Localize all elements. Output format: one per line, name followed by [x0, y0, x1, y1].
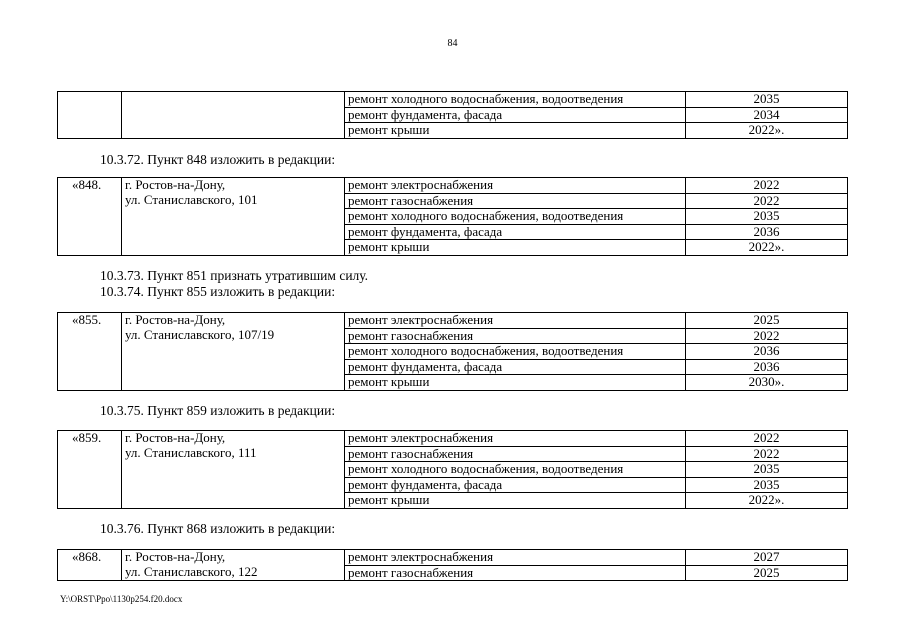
repair-schedule-table	[57, 430, 848, 509]
address-cell	[122, 92, 345, 139]
item-number	[58, 92, 122, 139]
table-row	[58, 92, 848, 108]
address-line: г. Ростов-на-Дону,	[125, 549, 226, 564]
planned-year: 2022	[686, 178, 848, 194]
address-cell	[122, 550, 345, 581]
work-type: ремонт крыши	[345, 375, 686, 391]
work-type: ремонт газоснабжения	[345, 193, 686, 209]
work-type: ремонт крыши	[345, 240, 686, 256]
address-line: г. Ростов-на-Дону,	[125, 430, 226, 445]
item-number: «855.	[58, 313, 122, 391]
repair-schedule-table	[57, 312, 848, 391]
work-type: ремонт фундамента, фасада	[345, 359, 686, 375]
work-type: ремонт газоснабжения	[345, 446, 686, 462]
footer-file-path: Y:\ORST\Ppo\1130p254.f20.docx	[60, 594, 183, 604]
item-number: «848.	[58, 178, 122, 256]
work-type: ремонт электроснабжения	[345, 431, 686, 447]
work-type: ремонт крыши	[345, 123, 686, 139]
planned-year: 2022	[686, 193, 848, 209]
amendment-paragraph: 10.3.75. Пункт 859 изложить в редакции:	[100, 403, 336, 418]
repair-schedule-table	[57, 91, 848, 139]
work-type: ремонт фундамента, фасада	[345, 107, 686, 123]
amendment-paragraph: 10.3.76. Пункт 868 изложить в редакции:	[100, 521, 336, 536]
work-type: ремонт электроснабжения	[345, 313, 686, 329]
planned-year: 2022».	[686, 123, 848, 139]
amendment-paragraph: 10.3.74. Пункт 855 изложить в редакции:	[100, 284, 336, 299]
item-number: «868.	[58, 550, 122, 581]
work-type: ремонт газоснабжения	[345, 328, 686, 344]
work-type: ремонт холодного водоснабжения, водоотведения	[345, 344, 686, 360]
planned-year: 2036	[686, 359, 848, 375]
table-row	[58, 550, 848, 566]
work-type: ремонт холодного водоснабжения, водоотведения	[345, 209, 686, 225]
address-cell	[122, 178, 345, 256]
item-number: «859.	[58, 431, 122, 509]
address-line: г. Ростов-на-Дону,	[125, 177, 226, 192]
amendment-paragraph: 10.3.73. Пункт 851 признать утратившим силу.	[100, 268, 369, 283]
work-type: ремонт холодного водоснабжения, водоотведения	[345, 462, 686, 478]
address-line: ул. Станиславского, 111	[125, 444, 257, 460]
amendment-paragraph: 10.3.72. Пункт 848 изложить в редакции:	[100, 152, 336, 167]
address-line: ул. Станиславского, 107/19	[125, 326, 275, 342]
planned-year: 2027	[686, 550, 848, 566]
work-type: ремонт холодного водоснабжения, водоотведения	[345, 92, 686, 108]
address-cell	[122, 313, 345, 391]
planned-year: 2036	[686, 344, 848, 360]
address-cell	[122, 431, 345, 509]
work-type: ремонт газоснабжения	[345, 565, 686, 581]
repair-schedule-table	[57, 177, 848, 256]
planned-year: 2022	[686, 446, 848, 462]
work-type: ремонт крыши	[345, 493, 686, 509]
table-row	[58, 313, 848, 329]
table-row	[58, 431, 848, 447]
work-type: ремонт фундамента, фасада	[345, 224, 686, 240]
planned-year: 2025	[686, 565, 848, 581]
planned-year: 2034	[686, 107, 848, 123]
planned-year: 2035	[686, 92, 848, 108]
planned-year: 2035	[686, 462, 848, 478]
planned-year: 2022	[686, 328, 848, 344]
address-line: ул. Станиславского, 101	[125, 191, 258, 207]
repair-schedule-table	[57, 549, 848, 581]
planned-year: 2030».	[686, 375, 848, 391]
work-type: ремонт электроснабжения	[345, 550, 686, 566]
planned-year: 2035	[686, 477, 848, 493]
work-type: ремонт фундамента, фасада	[345, 477, 686, 493]
page-number: 84	[447, 38, 458, 49]
planned-year: 2022	[686, 431, 848, 447]
planned-year: 2022».	[686, 240, 848, 256]
planned-year: 2025	[686, 313, 848, 329]
table-row	[58, 178, 848, 194]
work-type: ремонт электроснабжения	[345, 178, 686, 194]
planned-year: 2036	[686, 224, 848, 240]
planned-year: 2035	[686, 209, 848, 225]
planned-year: 2022».	[686, 493, 848, 509]
address-line: ул. Станиславского, 122	[125, 563, 258, 579]
address-line: г. Ростов-на-Дону,	[125, 312, 226, 327]
